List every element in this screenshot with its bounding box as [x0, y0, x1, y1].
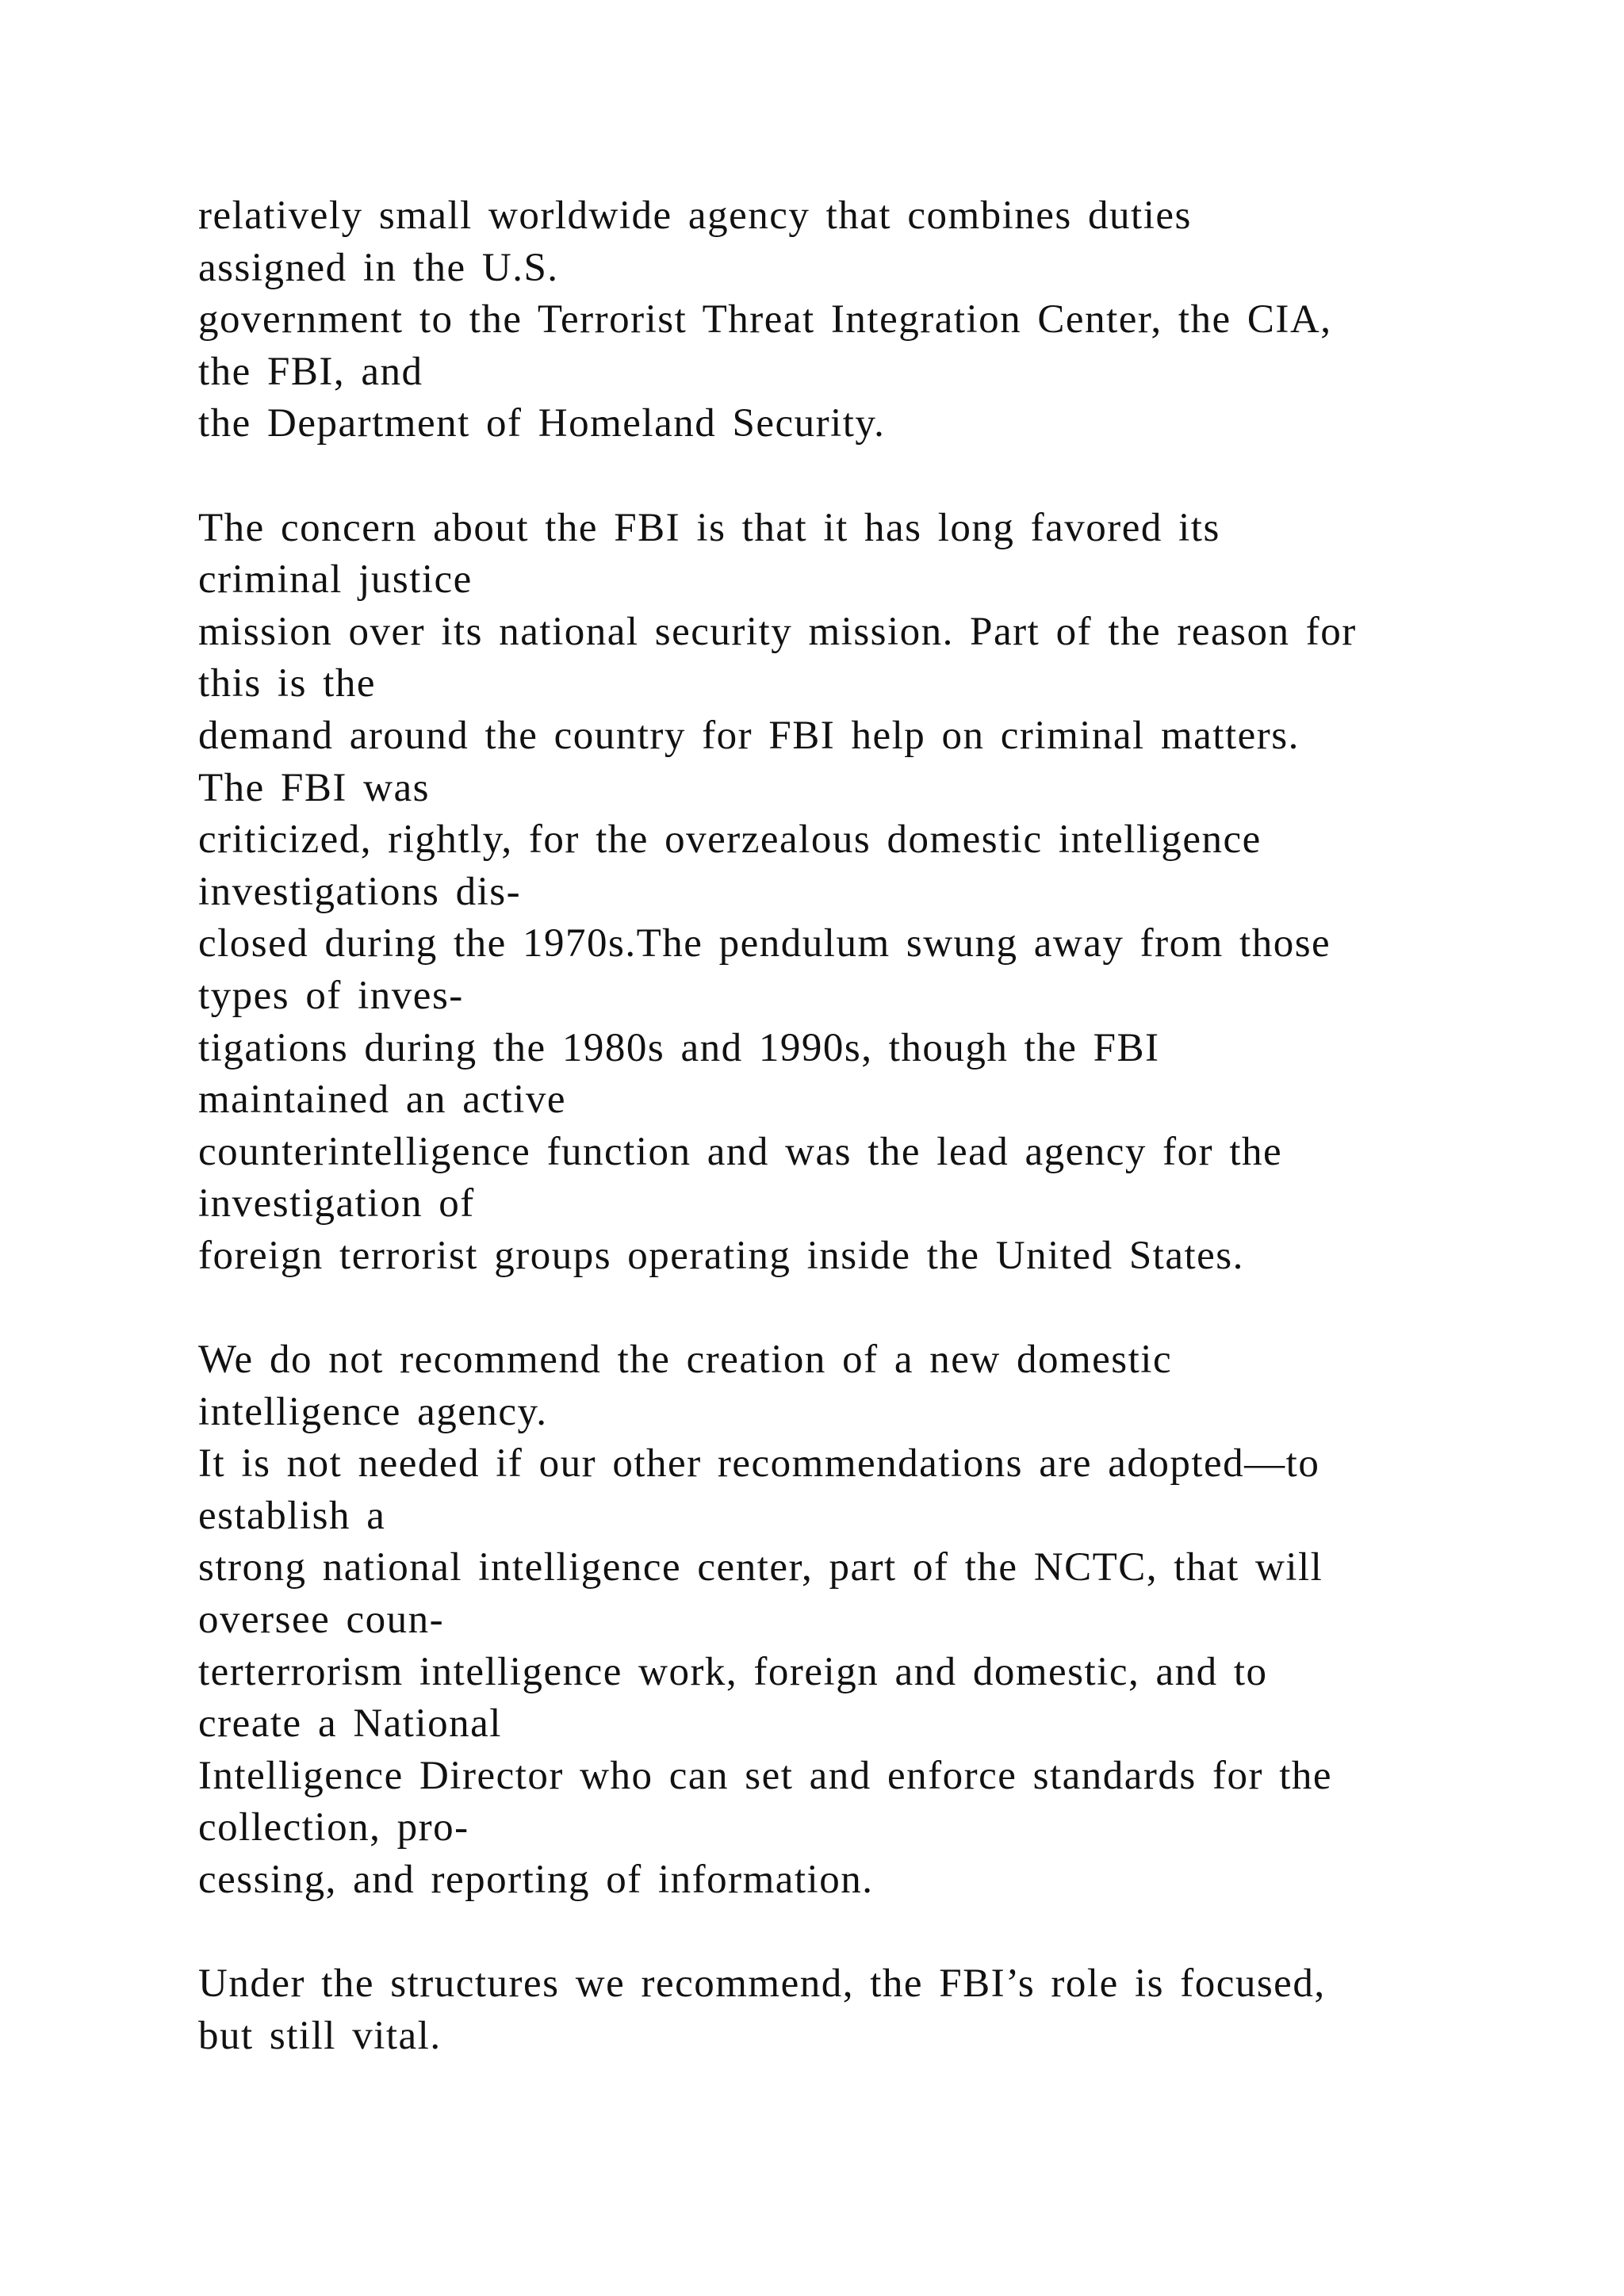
- text-line: relatively small worldwide agency that combines duties: [198, 193, 1192, 238]
- text-line: the FBI, and: [198, 349, 423, 394]
- text-line: tigations during the 1980s and 1990s, though the FBI: [198, 1025, 1160, 1070]
- text-line: oversee coun-: [198, 1598, 445, 1643]
- text-line: Under the structures we recommend, the FBI’s role is focused,: [198, 1961, 1326, 2007]
- text-line: investigations dis-: [198, 869, 522, 914]
- text-line: investigation of: [198, 1181, 475, 1226]
- text-line: types of inves-: [198, 973, 464, 1018]
- text-line: but still vital.: [198, 2013, 442, 2058]
- text-line: criminal justice: [198, 557, 473, 603]
- text-line: mission over its national security mission. Part of the reason for: [198, 609, 1357, 654]
- text-line: the Department of Homeland Security.: [198, 401, 886, 446]
- text-line: cessing, and reporting of information.: [198, 1858, 874, 1902]
- text-line: closed during the 1970s.The pendulum swung away from those: [198, 921, 1331, 966]
- text-line: create a National: [198, 1701, 502, 1747]
- text-line: The concern about the FBI is that it has long favored its: [198, 505, 1220, 550]
- text-line: We do not recommend the creation of a new domestic: [198, 1337, 1173, 1383]
- text-line: terterrorism intelligence work, foreign and domestic, and to: [198, 1649, 1268, 1694]
- text-line: strong national intelligence center, part of the NCTC, that will: [198, 1545, 1323, 1590]
- text-line: assigned in the U.S.: [198, 245, 559, 290]
- text-line: this is the: [198, 661, 377, 706]
- text-line: maintained an active: [198, 1077, 566, 1123]
- text-line: collection, pro-: [198, 1805, 469, 1850]
- paragraph-3: [198, 1334, 1546, 1907]
- text-line: demand around the country for FBI help on criminal matters.: [198, 713, 1300, 758]
- text-line: government to the Terrorist Threat Integration Center, the CIA,: [198, 297, 1332, 342]
- text-line: intelligence agency.: [198, 1389, 548, 1434]
- document-body: [198, 190, 1546, 2114]
- paragraph-2: [198, 503, 1546, 1283]
- text-line: criticized, rightly, for the overzealous domestic intelligence: [198, 817, 1262, 863]
- text-line: counterintelligence function and was the lead agency for the: [198, 1129, 1283, 1174]
- paragraph-1: [198, 190, 1546, 450]
- paragraph-4: [198, 1958, 1546, 2062]
- text-line: establish a: [198, 1493, 386, 1538]
- text-line: It is not needed if our other recommendations are adopted—to: [198, 1441, 1320, 1487]
- text-line: foreign terrorist groups operating inside the United States.: [198, 1233, 1244, 1278]
- text-line: The FBI was: [198, 765, 430, 810]
- text-line: Intelligence Director who can set and enforce standards for the: [198, 1753, 1333, 1798]
